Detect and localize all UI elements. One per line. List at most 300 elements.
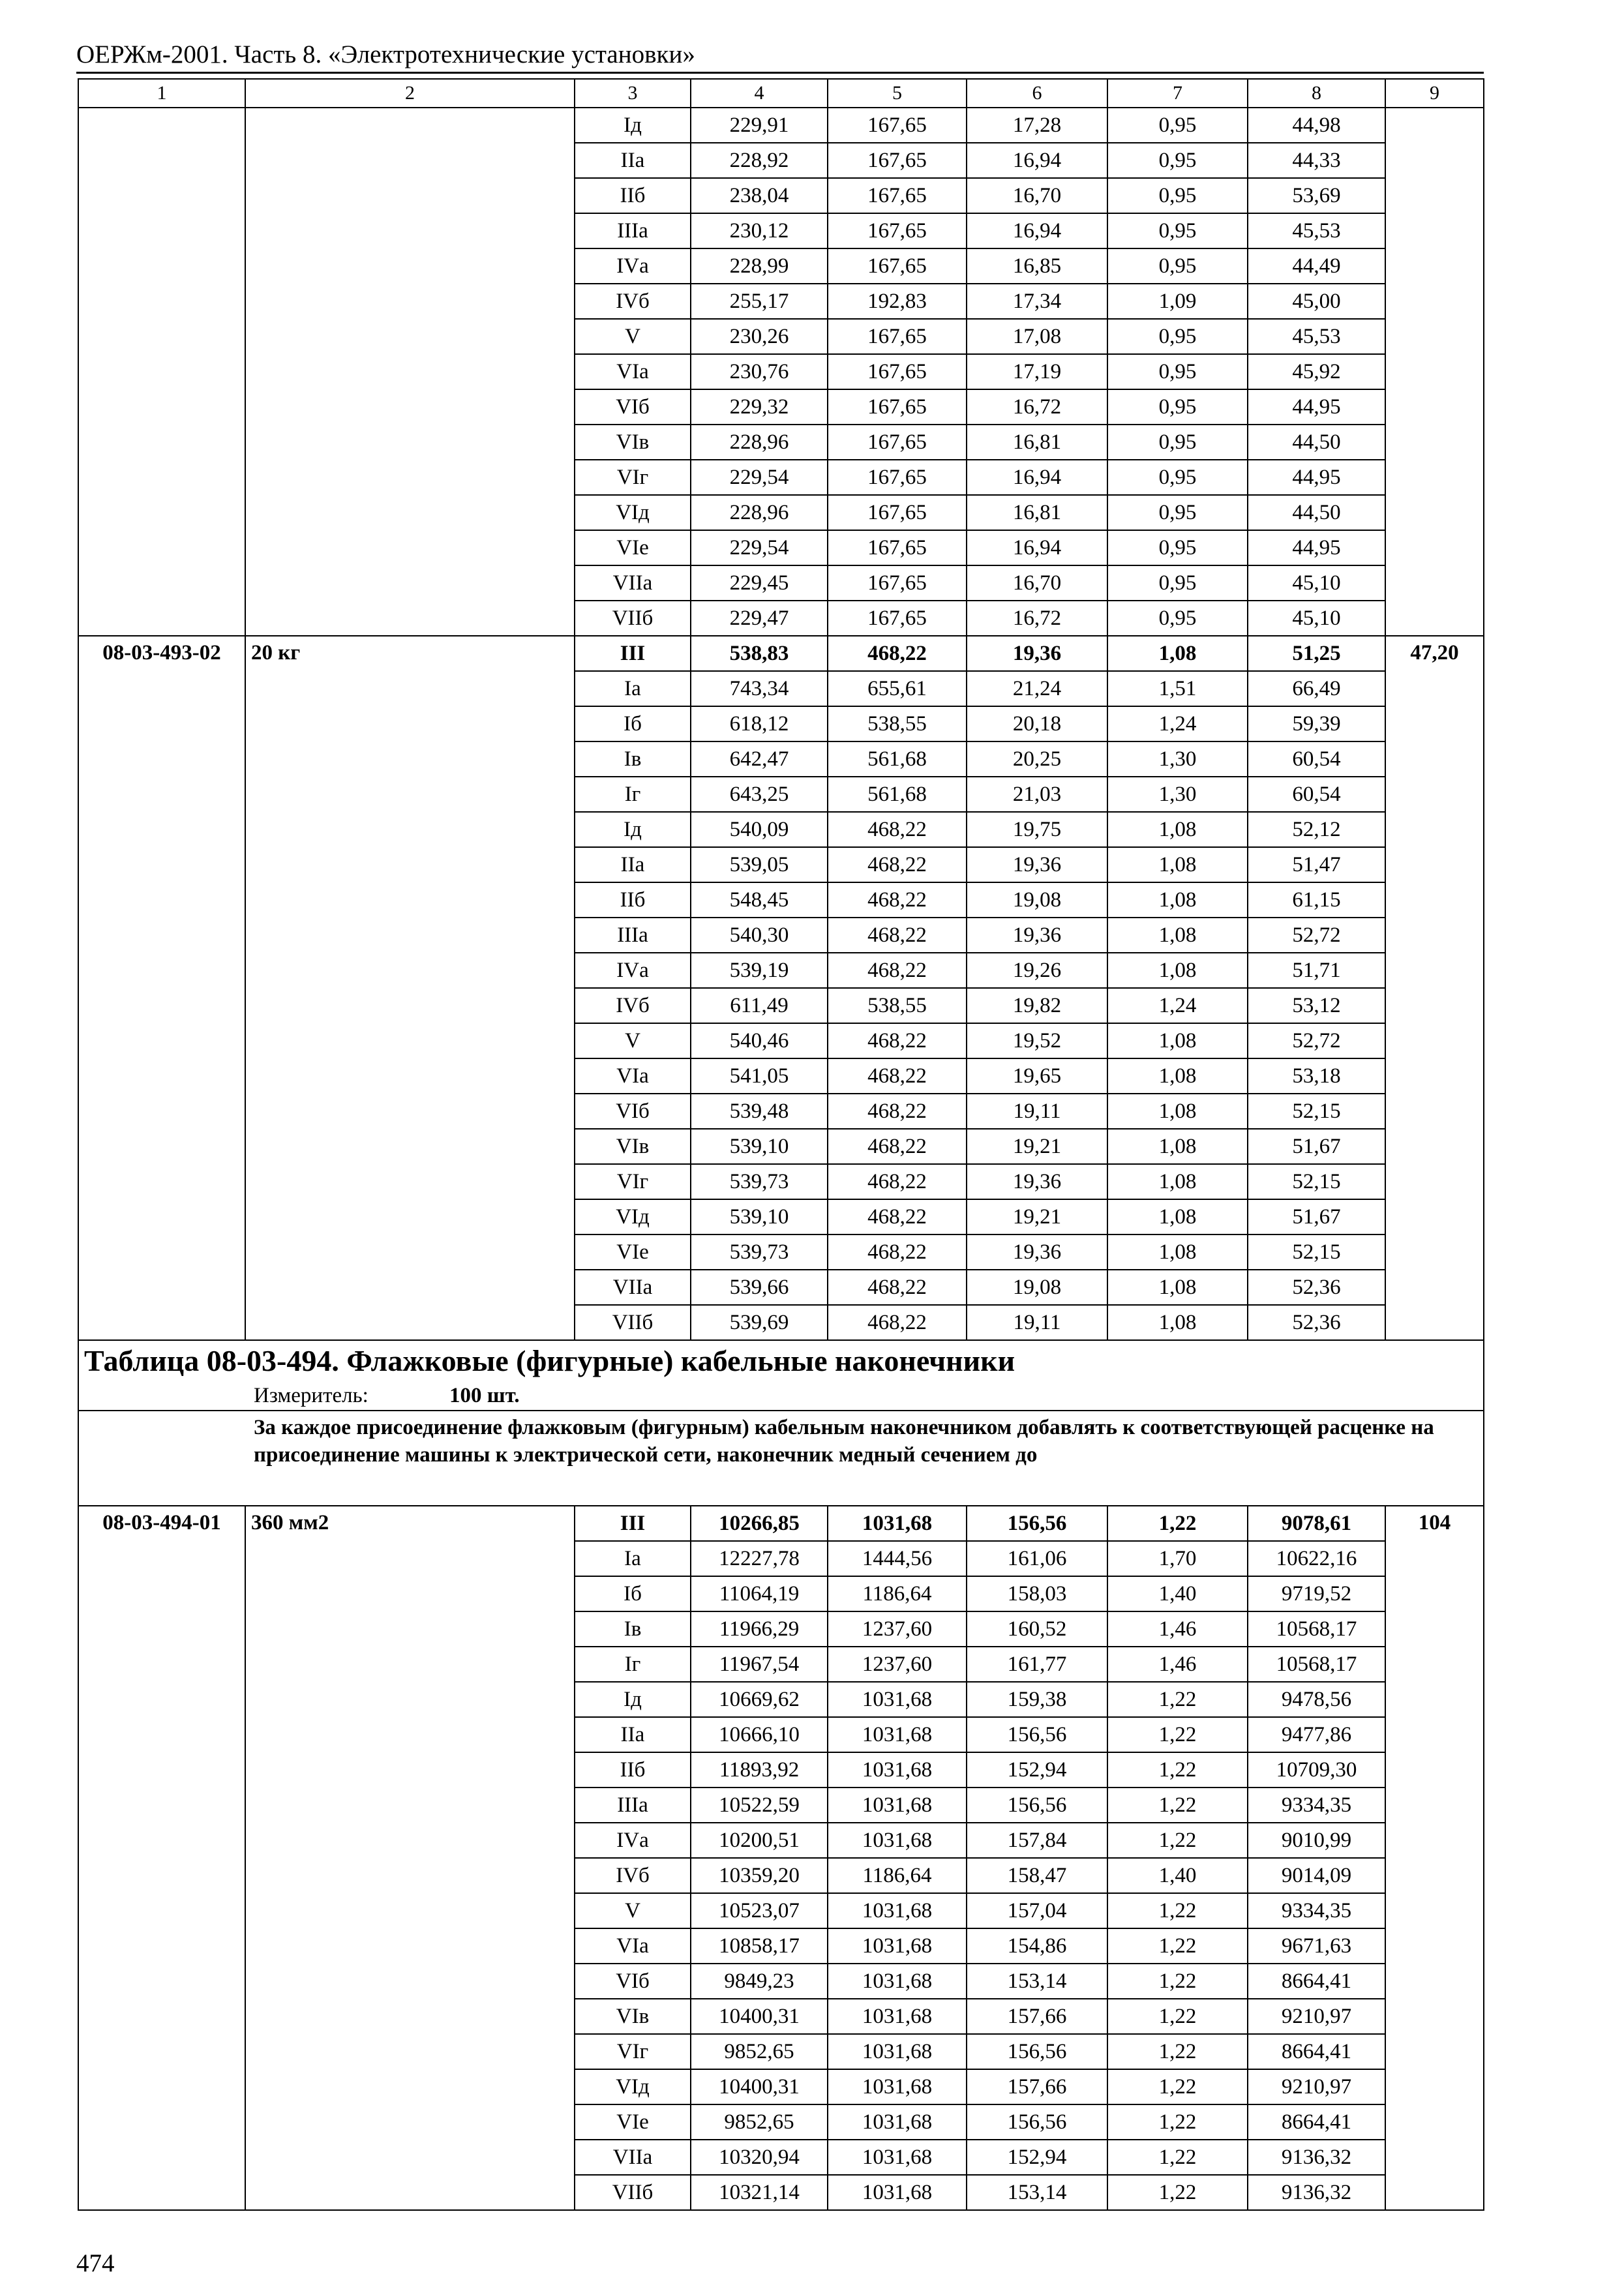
machines-cell: 19,21 [967,1129,1107,1164]
materials-total-cell: 104 [1385,1506,1484,2210]
machinist-wages-cell: 1,46 [1107,1647,1248,1682]
total-cost-cell: 743,34 [691,671,828,706]
wages-cell: 468,22 [828,1023,967,1058]
wages-cell: 468,22 [828,1164,967,1199]
machines-cell: 160,52 [967,1611,1107,1647]
materials-cell: 52,72 [1248,918,1385,953]
machinist-wages-cell: 1,08 [1107,953,1248,988]
machinist-wages-cell: 1,22 [1107,1717,1248,1752]
machines-cell: 156,56 [967,1506,1107,1541]
zone-cell: VIе [575,530,691,565]
zone-cell: VIIа [575,565,691,601]
machines-cell: 17,34 [967,284,1107,319]
machines-cell: 19,36 [967,636,1107,671]
materials-cell: 44,95 [1248,389,1385,425]
total-cost-cell: 10858,17 [691,1928,828,1964]
wages-cell: 1031,68 [828,2104,967,2140]
machinist-wages-cell: 0,95 [1107,354,1248,389]
materials-cell: 52,36 [1248,1305,1385,1340]
zone-cell: V [575,1023,691,1058]
machines-cell: 21,03 [967,777,1107,812]
column-number: 7 [1107,79,1248,108]
machines-cell: 159,38 [967,1682,1107,1717]
meter-cell [78,1381,1484,1411]
materials-cell: 45,00 [1248,284,1385,319]
zone-cell: IIа [575,143,691,178]
wages-cell: 561,68 [828,777,967,812]
machinist-wages-cell: 1,08 [1107,1129,1248,1164]
wages-cell: 468,22 [828,1199,967,1234]
total-cost-cell: 11893,92 [691,1752,828,1788]
machines-cell: 21,24 [967,671,1107,706]
total-cost-cell: 230,76 [691,354,828,389]
wages-cell: 468,22 [828,636,967,671]
wages-cell: 1186,64 [828,1576,967,1611]
machines-cell: 17,19 [967,354,1107,389]
machines-cell: 152,94 [967,2140,1107,2175]
materials-cell: 45,92 [1248,354,1385,389]
header-rule [76,72,1484,74]
materials-cell: 61,15 [1248,882,1385,918]
zone-cell: VIе [575,1234,691,1270]
zone-cell: IIIа [575,213,691,248]
zone-cell: Iд [575,1682,691,1717]
rates-table [78,78,1484,2211]
wages-cell: 1031,68 [828,1893,967,1928]
total-cost-cell: 642,47 [691,741,828,777]
machines-cell: 154,86 [967,1928,1107,1964]
machinist-wages-cell: 0,95 [1107,178,1248,213]
machines-cell: 158,47 [967,1858,1107,1893]
wages-cell: 167,65 [828,530,967,565]
machines-cell: 16,85 [967,248,1107,284]
wages-cell: 167,65 [828,248,967,284]
total-cost-cell: 643,25 [691,777,828,812]
wages-cell: 167,65 [828,178,967,213]
materials-cell: 60,54 [1248,777,1385,812]
total-cost-cell: 230,12 [691,213,828,248]
zone-cell: Iг [575,1647,691,1682]
machinist-wages-cell: 1,08 [1107,918,1248,953]
zone-cell: Iа [575,1541,691,1576]
materials-cell: 9078,61 [1248,1506,1385,1541]
wages-cell: 167,65 [828,143,967,178]
column-number: 8 [1248,79,1385,108]
total-cost-cell: 539,73 [691,1234,828,1270]
machinist-wages-cell: 1,22 [1107,1928,1248,1964]
materials-cell: 51,67 [1248,1199,1385,1234]
total-cost-cell: 539,10 [691,1199,828,1234]
wages-cell: 468,22 [828,882,967,918]
wages-cell: 1031,68 [828,2034,967,2069]
machines-cell: 156,56 [967,2034,1107,2069]
machinist-wages-cell: 1,22 [1107,2034,1248,2069]
materials-cell: 66,49 [1248,671,1385,706]
section-description-row [78,1411,1484,1506]
machinist-wages-cell: 1,08 [1107,1270,1248,1305]
wages-cell: 538,55 [828,706,967,741]
materials-cell: 45,53 [1248,319,1385,354]
machines-cell: 20,18 [967,706,1107,741]
wages-cell: 167,65 [828,495,967,530]
zone-cell: IVб [575,988,691,1023]
materials-cell: 9477,86 [1248,1717,1385,1752]
total-cost-cell: 548,45 [691,882,828,918]
machinist-wages-cell: 1,24 [1107,988,1248,1023]
materials-cell: 53,18 [1248,1058,1385,1094]
wages-cell: 167,65 [828,601,967,636]
materials-cell: 51,71 [1248,953,1385,988]
machinist-wages-cell: 1,08 [1107,1199,1248,1234]
zone-cell: VIб [575,389,691,425]
machinist-wages-cell: 1,22 [1107,1964,1248,1999]
zone-cell: VIа [575,354,691,389]
zone-cell: IVа [575,1823,691,1858]
machinist-wages-cell: 1,40 [1107,1576,1248,1611]
materials-cell: 10568,17 [1248,1647,1385,1682]
materials-total-cell: 47,20 [1385,636,1484,1340]
rate-name-cell: 360 мм2 [245,1506,575,2210]
machinist-wages-cell: 0,95 [1107,425,1248,460]
machines-cell: 19,75 [967,812,1107,847]
zone-cell: VIIа [575,1270,691,1305]
zone-cell: VIа [575,1058,691,1094]
total-cost-cell: 229,54 [691,460,828,495]
machines-cell: 16,72 [967,601,1107,636]
wages-cell: 1186,64 [828,1858,967,1893]
table-row [78,1506,1484,1541]
machines-cell: 161,06 [967,1541,1107,1576]
zone-cell: VIв [575,1129,691,1164]
rate-code-cell: 08-03-493-02 [78,636,245,1340]
materials-cell: 45,53 [1248,213,1385,248]
column-number-row [78,79,1484,108]
zone-cell: V [575,319,691,354]
total-cost-cell: 12227,78 [691,1541,828,1576]
machinist-wages-cell: 1,09 [1107,284,1248,319]
machinist-wages-cell: 1,08 [1107,1164,1248,1199]
total-cost-cell: 11967,54 [691,1647,828,1682]
total-cost-cell: 229,47 [691,601,828,636]
wages-cell: 468,22 [828,1234,967,1270]
machines-cell: 19,65 [967,1058,1107,1094]
total-cost-cell: 229,32 [691,389,828,425]
wages-cell: 167,65 [828,565,967,601]
materials-cell: 52,36 [1248,1270,1385,1305]
wages-cell: 468,22 [828,1129,967,1164]
total-cost-cell: 10320,94 [691,2140,828,2175]
wages-cell: 468,22 [828,812,967,847]
zone-cell: IVб [575,284,691,319]
machinist-wages-cell: 1,08 [1107,1305,1248,1340]
column-number: 6 [967,79,1107,108]
machines-cell: 19,08 [967,1270,1107,1305]
total-cost-cell: 229,45 [691,565,828,601]
materials-cell: 44,49 [1248,248,1385,284]
machines-cell: 16,94 [967,143,1107,178]
wages-cell: 468,22 [828,1270,967,1305]
materials-cell: 52,15 [1248,1094,1385,1129]
machinist-wages-cell: 0,95 [1107,248,1248,284]
materials-cell: 10568,17 [1248,1611,1385,1647]
total-cost-cell: 10359,20 [691,1858,828,1893]
machines-cell: 19,36 [967,1234,1107,1270]
machines-cell: 156,56 [967,2104,1107,2140]
machinist-wages-cell: 1,30 [1107,777,1248,812]
wages-cell: 1031,68 [828,2069,967,2104]
materials-cell: 52,72 [1248,1023,1385,1058]
machinist-wages-cell: 1,22 [1107,2069,1248,2104]
wages-cell: 1031,68 [828,2175,967,2210]
machines-cell: 153,14 [967,1964,1107,1999]
materials-cell: 53,12 [1248,988,1385,1023]
wages-cell: 468,22 [828,1058,967,1094]
wages-cell: 1444,56 [828,1541,967,1576]
wages-cell: 468,22 [828,847,967,882]
machinist-wages-cell: 0,95 [1107,213,1248,248]
machines-cell: 157,66 [967,1999,1107,2034]
meter-value: 100 шт. [449,1384,520,1407]
machines-cell: 161,77 [967,1647,1107,1682]
machinist-wages-cell: 1,22 [1107,1893,1248,1928]
materials-cell: 59,39 [1248,706,1385,741]
zone-cell: VIв [575,1999,691,2034]
machines-cell: 19,82 [967,988,1107,1023]
rate-name-cell: 20 кг [245,636,575,1340]
machines-cell: 19,36 [967,918,1107,953]
materials-cell: 9136,32 [1248,2175,1385,2210]
machines-cell: 153,14 [967,2175,1107,2210]
total-cost-cell: 540,30 [691,918,828,953]
zone-cell: VIб [575,1094,691,1129]
section-description: За каждое присоединение флажковым (фигурным) кабельным наконечником добавлять к соответствующей расценке на присоединение машины к электрической сети, наконечник медный сечением до [78,1411,1484,1506]
zone-cell: IIа [575,1717,691,1752]
materials-cell: 44,33 [1248,143,1385,178]
total-cost-cell: 11966,29 [691,1611,828,1647]
materials-cell: 9334,35 [1248,1788,1385,1823]
materials-cell: 44,50 [1248,425,1385,460]
total-cost-cell: 10200,51 [691,1823,828,1858]
column-number: 2 [245,79,575,108]
zone-cell: VIе [575,2104,691,2140]
total-cost-cell: 10321,14 [691,2175,828,2210]
zone-cell: VIа [575,1928,691,1964]
machinist-wages-cell: 1,22 [1107,1823,1248,1858]
wages-cell: 167,65 [828,319,967,354]
table-row [78,636,1484,671]
machinist-wages-cell: 1,22 [1107,1682,1248,1717]
zone-cell: VIд [575,1199,691,1234]
machinist-wages-cell: 1,22 [1107,2104,1248,2140]
materials-cell: 9210,97 [1248,2069,1385,2104]
materials-cell: 9014,09 [1248,1858,1385,1893]
machinist-wages-cell: 1,24 [1107,706,1248,741]
zone-cell: III [575,636,691,671]
machinist-wages-cell: 1,70 [1107,1541,1248,1576]
machinist-wages-cell: 1,08 [1107,636,1248,671]
machinist-wages-cell: 1,08 [1107,1058,1248,1094]
machines-cell: 17,28 [967,108,1107,143]
zone-cell: IIб [575,882,691,918]
materials-cell: 8664,41 [1248,1964,1385,1999]
wages-cell: 167,65 [828,425,967,460]
machines-cell: 16,70 [967,565,1107,601]
rate-code-cell: 08-03-494-01 [78,1506,245,2210]
wages-cell: 1031,68 [828,1999,967,2034]
total-cost-cell: 539,10 [691,1129,828,1164]
zone-cell: Iа [575,671,691,706]
materials-cell: 51,25 [1248,636,1385,671]
machinist-wages-cell: 1,22 [1107,1788,1248,1823]
machines-cell: 16,94 [967,213,1107,248]
zone-cell: VIд [575,495,691,530]
rate-name-cell [245,108,575,636]
zone-cell: VIд [575,2069,691,2104]
machinist-wages-cell: 1,40 [1107,1858,1248,1893]
machines-cell: 152,94 [967,1752,1107,1788]
machinist-wages-cell: 1,22 [1107,1999,1248,2034]
machinist-wages-cell: 1,08 [1107,847,1248,882]
zone-cell: IIIа [575,918,691,953]
wages-cell: 1237,60 [828,1647,967,1682]
zone-cell: VIIб [575,601,691,636]
wages-cell: 468,22 [828,1305,967,1340]
total-cost-cell: 539,66 [691,1270,828,1305]
wages-cell: 167,65 [828,354,967,389]
table-row [78,108,1484,143]
materials-cell: 44,95 [1248,460,1385,495]
total-cost-cell: 9852,65 [691,2034,828,2069]
machines-cell: 19,26 [967,953,1107,988]
materials-cell: 9671,63 [1248,1928,1385,1964]
wages-cell: 1031,68 [828,1964,967,1999]
zone-cell: VIг [575,460,691,495]
wages-cell: 1031,68 [828,2140,967,2175]
machines-cell: 158,03 [967,1576,1107,1611]
wages-cell: 468,22 [828,1094,967,1129]
zone-cell: IVб [575,1858,691,1893]
materials-cell: 53,69 [1248,178,1385,213]
meter-row [78,1381,1484,1411]
zone-cell: Iд [575,108,691,143]
total-cost-cell: 9852,65 [691,2104,828,2140]
zone-cell: Iб [575,1576,691,1611]
column-number: 9 [1385,79,1484,108]
wages-cell: 1237,60 [828,1611,967,1647]
machines-cell: 16,81 [967,495,1107,530]
machinist-wages-cell: 0,95 [1107,530,1248,565]
machinist-wages-cell: 1,08 [1107,882,1248,918]
total-cost-cell: 10666,10 [691,1717,828,1752]
machines-cell: 17,08 [967,319,1107,354]
materials-cell: 52,15 [1248,1164,1385,1199]
wages-cell: 1031,68 [828,1788,967,1823]
machinist-wages-cell: 1,08 [1107,1234,1248,1270]
zone-cell: VIIа [575,2140,691,2175]
page-number: 474 [76,2249,115,2277]
machinist-wages-cell: 0,95 [1107,319,1248,354]
materials-cell: 45,10 [1248,565,1385,601]
wages-cell: 192,83 [828,284,967,319]
machines-cell: 16,70 [967,178,1107,213]
materials-cell: 9478,56 [1248,1682,1385,1717]
total-cost-cell: 540,46 [691,1023,828,1058]
zone-cell: IIб [575,178,691,213]
zone-cell: VIIб [575,2175,691,2210]
materials-cell: 52,15 [1248,1234,1385,1270]
machines-cell: 19,21 [967,1199,1107,1234]
total-cost-cell: 230,26 [691,319,828,354]
machinist-wages-cell: 1,08 [1107,1023,1248,1058]
total-cost-cell: 229,91 [691,108,828,143]
wages-cell: 655,61 [828,671,967,706]
materials-cell: 51,47 [1248,847,1385,882]
column-number: 4 [691,79,828,108]
zone-cell: III [575,1506,691,1541]
zone-cell: Iд [575,812,691,847]
total-cost-cell: 229,54 [691,530,828,565]
machines-cell: 156,56 [967,1717,1107,1752]
zone-cell: IIIа [575,1788,691,1823]
total-cost-cell: 9849,23 [691,1964,828,1999]
materials-total-cell [1385,108,1484,636]
wages-cell: 1031,68 [828,1717,967,1752]
machinist-wages-cell: 0,95 [1107,460,1248,495]
zone-cell: Iб [575,706,691,741]
materials-cell: 10709,30 [1248,1752,1385,1788]
section-title-row [78,1340,1484,1381]
rate-code-cell [78,108,245,636]
column-number: 3 [575,79,691,108]
zone-cell: VIг [575,2034,691,2069]
wages-cell: 468,22 [828,953,967,988]
materials-cell: 44,98 [1248,108,1385,143]
total-cost-cell: 611,49 [691,988,828,1023]
wages-cell: 1031,68 [828,1752,967,1788]
materials-cell: 10622,16 [1248,1541,1385,1576]
total-cost-cell: 228,92 [691,143,828,178]
machinist-wages-cell: 1,22 [1107,1506,1248,1541]
machinist-wages-cell: 1,08 [1107,812,1248,847]
zone-cell: IIа [575,847,691,882]
wages-cell: 167,65 [828,389,967,425]
total-cost-cell: 10523,07 [691,1893,828,1928]
machinist-wages-cell: 1,22 [1107,2175,1248,2210]
materials-cell: 44,50 [1248,495,1385,530]
total-cost-cell: 228,96 [691,495,828,530]
machines-cell: 19,36 [967,847,1107,882]
meter-label: Измеритель: [254,1384,368,1407]
materials-cell: 9334,35 [1248,1893,1385,1928]
machines-cell: 19,08 [967,882,1107,918]
wages-cell: 1031,68 [828,1682,967,1717]
column-number: 1 [78,79,245,108]
materials-cell: 9719,52 [1248,1576,1385,1611]
total-cost-cell: 10400,31 [691,1999,828,2034]
materials-cell: 8664,41 [1248,2104,1385,2140]
machinist-wages-cell: 0,95 [1107,601,1248,636]
zone-cell: VIв [575,425,691,460]
machinist-wages-cell: 0,95 [1107,108,1248,143]
total-cost-cell: 540,09 [691,812,828,847]
machines-cell: 16,94 [967,460,1107,495]
machines-cell: 16,81 [967,425,1107,460]
wages-cell: 538,55 [828,988,967,1023]
zone-cell: VIIб [575,1305,691,1340]
machines-cell: 157,84 [967,1823,1107,1858]
materials-cell: 45,10 [1248,601,1385,636]
zone-cell: IIб [575,1752,691,1788]
